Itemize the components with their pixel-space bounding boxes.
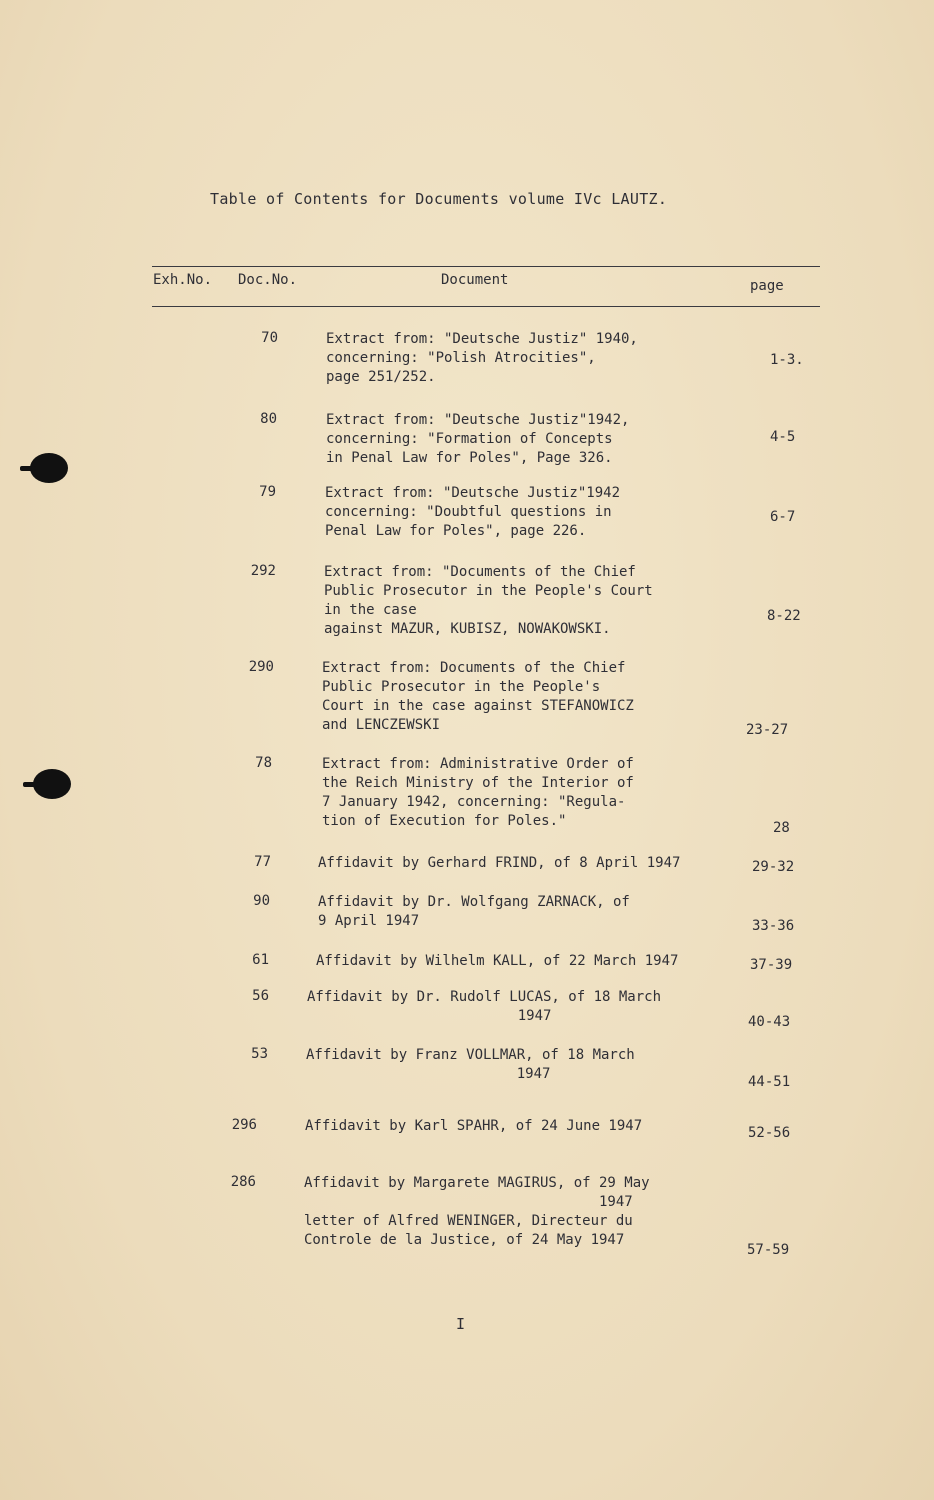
document-description-line: Affidavit by Wilhelm KALL, of 22 March 1947 (316, 953, 679, 969)
document-description (322, 659, 634, 735)
page-range: 8-22 (767, 608, 801, 624)
document-description-line: Public Prosecutor in the People's Court (324, 583, 653, 599)
document-description-line: Affidavit by Margarete MAGIRUS, of 29 May (304, 1175, 650, 1191)
document-description-line: Extract from: "Deutsche Justiz"1942, (326, 412, 630, 428)
punch-hole (33, 769, 71, 799)
document-description-line: Affidavit by Dr. Rudolf LUCAS, of 18 March (307, 989, 662, 1005)
document-description-line: Extract from: "Deutsche Justiz" 1940, (326, 331, 638, 347)
doc-number: 61 (252, 952, 269, 968)
page-range: 4-5 (770, 429, 796, 445)
document-description (306, 1046, 635, 1084)
doc-number: 286 (230, 1174, 256, 1190)
page-range: 37-39 (750, 957, 793, 973)
page-folio: I (456, 1315, 466, 1333)
document-description-line: in Penal Law for Poles", Page 326. (326, 450, 613, 466)
page-range: 23-27 (746, 722, 789, 738)
doc-number: 292 (250, 563, 276, 579)
doc-number: 56 (252, 988, 269, 1004)
punch-hole (30, 453, 68, 483)
document-description-line: Affidavit by Gerhard FRIND, of 8 April 1947 (318, 855, 681, 871)
document-description (304, 1174, 650, 1250)
document-description-line: 1947 (306, 1066, 551, 1082)
doc-number: 90 (253, 893, 270, 909)
document-description-line: 1947 (307, 1008, 552, 1024)
header-rule-bottom (152, 306, 820, 307)
page-range: 40-43 (748, 1014, 791, 1030)
document-description-line: Extract from: Documents of the Chief (322, 660, 626, 676)
document-description-line: Affidavit by Karl SPAHR, of 24 June 1947 (305, 1118, 643, 1134)
document-description (305, 1117, 642, 1136)
page-range: 57-59 (747, 1242, 790, 1258)
column-header-exh: Exh.No. (153, 272, 213, 288)
document-description-line: concerning: "Formation of Concepts (326, 431, 613, 447)
document-description-line: Affidavit by Franz VOLLMAR, of 18 March (306, 1047, 635, 1063)
document-description (325, 484, 620, 541)
document-description-line: the Reich Ministry of the Interior of (322, 775, 634, 791)
column-header-doc: Doc.No. (238, 272, 298, 288)
document-description (316, 952, 678, 971)
page-title: Table of Contents for Documents volume IVc LAUTZ. (210, 190, 668, 208)
document-description (326, 330, 638, 387)
doc-number: 296 (231, 1117, 257, 1133)
document-description-line: Court in the case against STEFANOWICZ (322, 698, 634, 714)
doc-number: 77 (254, 854, 271, 870)
doc-number: 80 (260, 411, 277, 427)
document-description-line: Extract from: Administrative Order of (322, 756, 634, 772)
document-description (324, 563, 653, 639)
document-description-line: against MAZUR, KUBISZ, NOWAKOWSKI. (324, 621, 611, 637)
page-range: 6-7 (770, 509, 796, 525)
doc-number: 290 (248, 659, 274, 675)
page-range: 28 (773, 820, 790, 836)
document-description-line: Controle de la Justice, of 24 May 1947 (304, 1232, 625, 1248)
document-description-line: Affidavit by Dr. Wolfgang ZARNACK, of (318, 894, 630, 910)
column-header-page: page (750, 278, 784, 294)
document-description-line: Public Prosecutor in the People's (322, 679, 601, 695)
document-description (318, 854, 680, 873)
doc-number: 53 (251, 1046, 268, 1062)
page-range: 44-51 (748, 1074, 791, 1090)
document-description-line: 7 January 1942, concerning: "Regula- (322, 794, 626, 810)
document-description-line: Penal Law for Poles", page 226. (325, 523, 587, 539)
document-description-line: 9 April 1947 (318, 913, 420, 929)
document-description-line: concerning: "Polish Atrocities", (326, 350, 596, 366)
document-description (318, 893, 630, 931)
page-range: 29-32 (752, 859, 795, 875)
document-description-line: letter of Alfred WENINGER, Directeur du (304, 1213, 633, 1229)
document-description-line: tion of Execution for Poles." (322, 813, 567, 829)
document-description-line: in the case (324, 602, 417, 618)
document-description (307, 988, 661, 1026)
doc-number: 79 (259, 484, 276, 500)
doc-number: 78 (255, 755, 272, 771)
document-description-line: Extract from: "Documents of the Chief (324, 564, 636, 580)
document-description (326, 411, 629, 468)
document-description-line: and LENCZEWSKI (322, 717, 441, 733)
page-range: 1-3. (770, 352, 804, 368)
page-range: 52-56 (748, 1125, 791, 1141)
page-range: 33-36 (752, 918, 795, 934)
document-description-line: 1947 (304, 1194, 633, 1210)
header-rule-top (152, 266, 820, 267)
column-header-document: Document (441, 272, 509, 288)
document-description (322, 755, 634, 831)
document-description-line: Extract from: "Deutsche Justiz"1942 (325, 485, 621, 501)
document-description-line: concerning: "Doubtful questions in (325, 504, 612, 520)
document-description-line: page 251/252. (326, 369, 436, 385)
doc-number: 70 (261, 330, 278, 346)
